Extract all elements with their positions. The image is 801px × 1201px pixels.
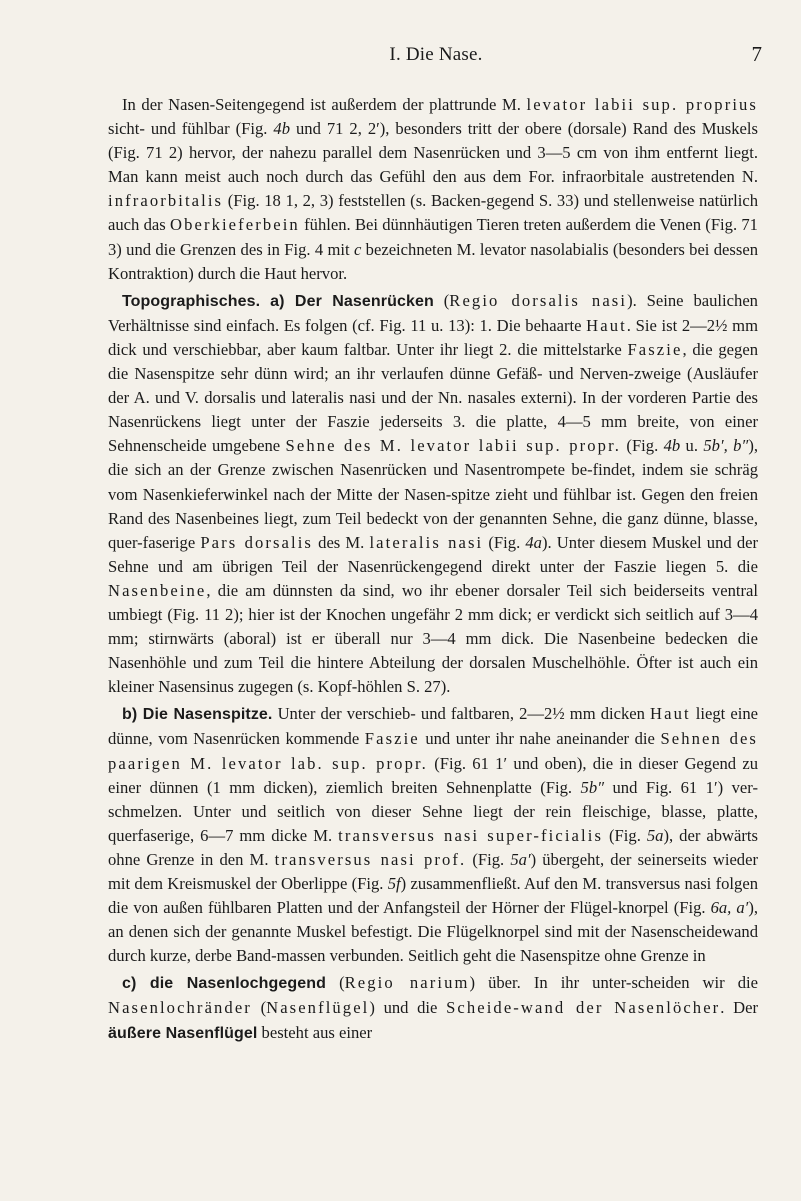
spaced-term: Pars dorsalis [200,532,313,552]
spaced-term: levator labii sup. proprius [526,95,758,114]
spaced-term: Regio dorsalis nasi [449,290,628,310]
subsection-heading: c) die Nasenlochgegend [122,975,327,993]
figure-ref: c [353,239,362,259]
text-run: (Fig. [621,436,664,456]
bold-term: äußere Nasenflügel [108,1024,258,1042]
text-run: ) zusammenfließt. Auf den M. transversus nasi folgen die von außen fühlbaren Platten und der Anfangsteil der Hörner der Flügel-knorpel (Fig. [108,874,758,918]
subsection-heading: a) Der Nasenrücken [270,292,434,310]
spaced-term: Nasenlochränder [108,998,252,1018]
figure-ref: 4b [663,436,681,456]
text-run: ), der abwärts ohne Grenze in den M. [108,825,758,869]
spaced-term: Sehnen des paarigen M. levator lab. sup. propr. [108,729,758,773]
spaced-term: Haut [650,704,691,724]
spaced-term: Oberkieferbein [170,215,300,235]
text-run: u. [680,436,704,456]
text-run: ( [251,998,267,1018]
paragraph-nasenspitze [108,702,758,968]
text-run: In der Nasen-Seitengegend ist außerdem der plattrunde M. [122,95,527,114]
paragraph-nasenlochgegend [108,971,758,1045]
figure-ref: 5a′ [510,849,531,869]
text-run: ). Seine baulichen Verhältnisse sind einfach. Es folgen (cf. Fig. 11 u. 13): 1. Die behaarte [108,290,758,335]
text-run: (Fig. [603,825,647,845]
text-run: ). Unter diesem Muskel und der Sehne und am übrigen Teil der Nasenrückengegend direkt unter der Faszie liegen 5. die [108,532,759,576]
text-run: ) über. In ihr unter-scheiden wir die [469,973,758,993]
spaced-term: transversus nasi prof. [274,849,467,869]
text-run: (Fig. [483,532,526,552]
text-run: (Fig. 18 1, 2, 3) feststellen (s. Backen-gegend S. 33) und stellenweise natürlich auch das [108,191,758,235]
chapter-title: I. Die Nase. [389,44,483,65]
figure-ref: 5a [646,825,664,845]
text-run: ), die sich an der Grenze zwischen Nasenrücken und Nasentrompete be-findet, indem sie schräg vom Nasenkieferwinkel nach der Mitte der Nasen-spitze zieht und fühlbar ist. Gegen den freien Rand des Nasenbeines liegt, zum Teil bedeckt von der genannten Sehne, die ganz dünne, blasse, quer-faserige [108,436,759,552]
text-run: . Der [720,998,758,1018]
text-run: bezeichneten M. levator nasolabialis (besonders bei dessen Kontraktion) durch die Haut hervor. [108,239,758,283]
spaced-term: Scheide-wand der Nasenlöcher [446,998,721,1018]
text-run: besteht aus einer [257,1022,373,1042]
figure-ref: 4a [525,532,542,552]
text-run: und unter ihr nahe aneinander die [419,729,661,749]
text-run: und Fig. 61 1′) ver-schmelzen. Unter und seitlich von dieser Sehne liegt der rein fleischige, blasse, platte, querfaserige, 6—7 mm dicke M. [108,777,758,845]
running-head [110,44,762,68]
spaced-term: infraorbitalis [108,191,224,211]
spaced-term: Regio narium [344,973,470,993]
figure-ref: 5b″ [580,777,605,797]
spaced-term: lateralis nasi [369,532,484,552]
paragraph-nasenruecken [108,289,758,700]
subsection-heading: b) Die Nasenspitze. [122,706,273,724]
figure-ref: 4b [273,119,290,139]
text-run: ( [433,290,450,310]
text-run: ) und die [369,998,447,1018]
spaced-term: Faszie [364,729,420,749]
text-run: und 71 2, 2′), besonders tritt der obere (dorsale) Rand des Muskels (Fig. 71 2) hervor, der nahezu parallel dem Nasenrücken und 3—5 cm von ihm entfernt liegt. Man kann meist auch noch durch das Gefühl den aus dem For. infraorbitale austretenden N. [108,119,758,187]
text-run: des M. [313,532,370,552]
text-run: , die gegen die Nasenspitze sehr dünn wird; an ihr verlaufen dünne Gefäß- und Nerven-zweige (Ausläufer der A. und V. dorsalis und lateralis nasi und der Nn. nasales externi). In der vorderen Partie des Nasenrückens liegt unter der Faszie jederseits 3. die platte, 4—5 mm breite, von einer Sehnenscheide umgebene [108,339,758,456]
text-run: ( [326,973,345,993]
text-run: sicht- und fühlbar (Fig. [108,119,274,139]
spaced-term: transversus nasi super-ficialis [338,825,603,845]
spaced-term: Nasenflügel [266,998,370,1018]
section-heading: Topographisches. [122,292,261,310]
text-run: (Fig. 61 1′ und oben), die in dieser Gegend zu einer dünnen (1 mm dicken), ziemlich breiten Sehnenplatte (Fig. [108,753,758,797]
text-run: (Fig. [466,849,511,869]
text-run: Unter der verschieb- und faltbaren, 2—2½ mm dicken [272,704,651,724]
spaced-term: Faszie [627,339,683,359]
spaced-term: Sehne des M. levator labii sup. propr. [285,436,622,456]
body-text [108,93,758,1049]
text-run: liegt eine dünne, vom Nasenrücken kommende [108,704,758,749]
text-run: ) übergeht, der seinerseits wieder mit dem Kreismuskel der Oberlippe (Fig. [108,849,758,893]
figure-ref: 5b′, b″ [703,436,749,456]
paragraph-levator-labii [108,93,758,286]
text-run: . Sie ist 2—2½ mm dick und verschiebbar, aber kaum faltbar. Unter ihr liegt 2. die mittelstarke [108,315,758,359]
spaced-term: Haut [586,315,627,335]
text-run: ), an denen sich der genannte Muskel befestigt. Die Flügelknorpel sind mit der Nasenscheidewand durch kurze, derbe Band-massen verbunden. Seitlich geht die Nasenspitze ohne Grenze in [108,898,758,966]
page-number: 7 [751,42,762,66]
figure-ref: 6a, a′ [710,898,749,918]
figure-ref: 5f [387,874,401,893]
text-run: , die am dünnsten da sind, wo ihr ebener dorsaler Teil sich beiderseits ventral umbiegt (Fig. 11 2); hier ist der Knochen ungefähr 2 mm dick; er verdickt sich seitlich auf 3—4 mm; stirnwärts (aboral) ist er überall nur 3—4 mm dick. Die Nasenbeine bedecken die Nasenhöhle und zum Teil die hintere Abteilung der dorsalen Muschelhöhle. Öfter ist auch ein kleiner Nasensinus zugegen (s. Kopf-höhlen S. 27). [108,580,758,697]
text-run: fühlen. Bei dünnhäutigen Tieren treten außerdem die Venen (Fig. 71 3) und die Grenzen des in Fig. 4 mit [108,215,758,259]
spaced-term: Nasenbeine [108,580,207,600]
